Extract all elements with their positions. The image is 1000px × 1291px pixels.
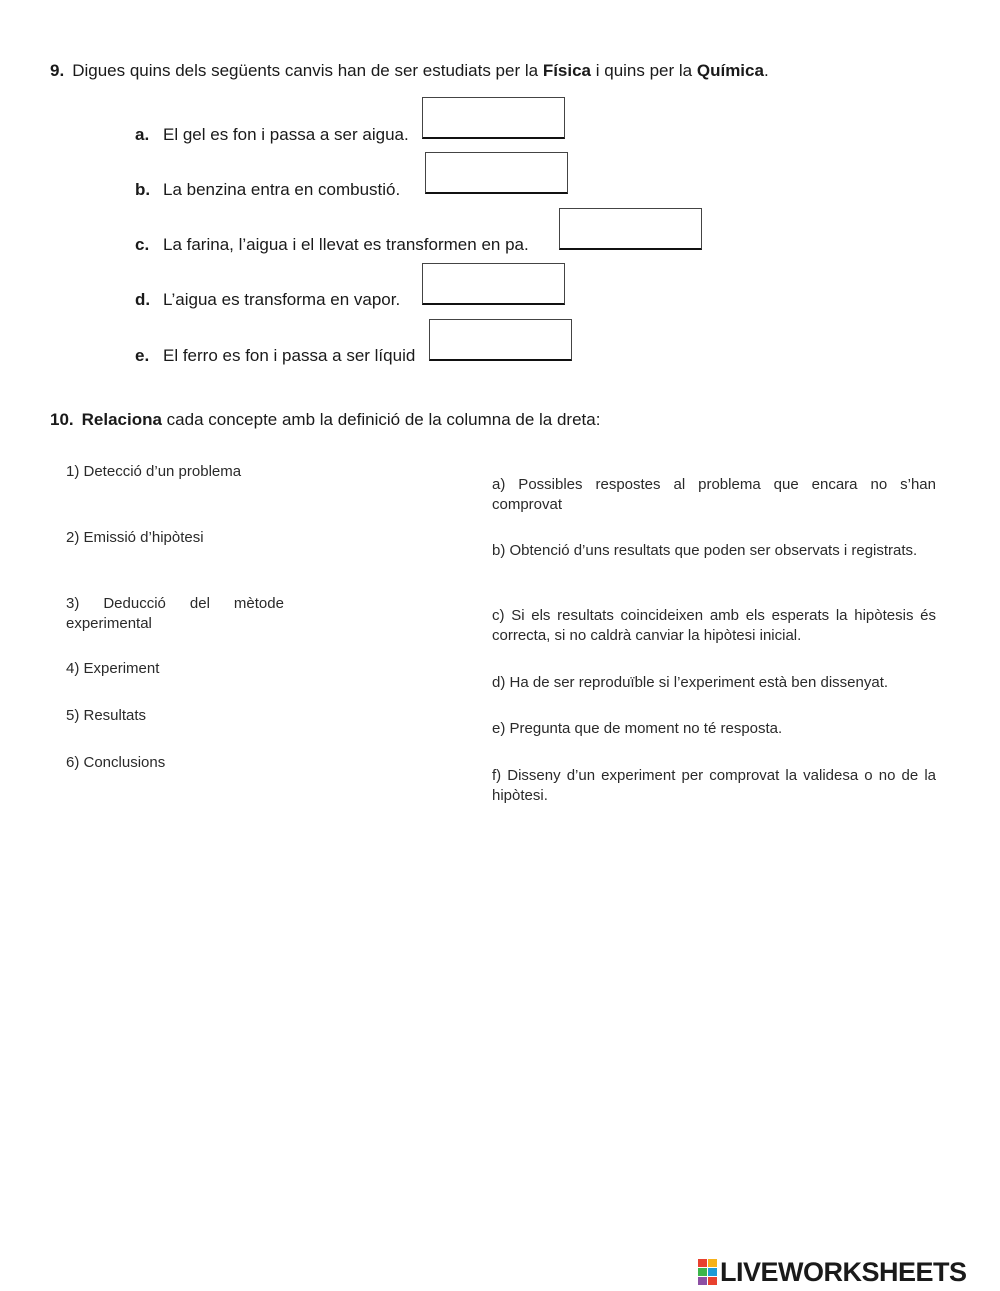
definition-b: b) Obtenció d’uns resultats que poden ser observats i registrats. — [492, 542, 918, 559]
concept-6: 6) Conclusions — [66, 754, 166, 771]
concept-5: 5) Resultats — [66, 707, 147, 724]
logo-square-4 — [708, 1268, 717, 1276]
answer-box-a[interactable] — [422, 97, 565, 139]
concept-2: 2) Emissió d’hipòtesi — [66, 529, 204, 546]
question-9-item-c: c. La farina, l’aigua i el llevat es transformen en pa. — [135, 235, 529, 254]
question-9-item-b: b. La benzina entra en combustió. — [135, 180, 401, 199]
question-10-title: 10. Relaciona cada concepte amb la definició de la columna de la dreta: — [50, 410, 601, 429]
logo-text: LIVEWORKSHEETS — [720, 1256, 967, 1287]
definition-a: a) Possibles respostes al problema que encara no s’han comprovat — [492, 476, 936, 513]
question-number: 9. — [50, 61, 65, 80]
definition-f: f) Disseny d’un experiment per comprovat la validesa o no de la hipòtesi. — [492, 767, 936, 804]
concept-1: 1) Detecció d’un problema — [66, 463, 242, 480]
question-9-item-e: e. El ferro es fon i passa a ser líquid — [135, 346, 416, 365]
definition-e: e) Pregunta que de moment no té resposta. — [492, 720, 783, 737]
logo-square-2 — [708, 1259, 717, 1267]
answer-box-d[interactable] — [422, 263, 565, 305]
logo-square-3 — [698, 1268, 707, 1276]
question-9-item-a: a. El gel es fon i passa a ser aigua. — [135, 125, 409, 144]
logo-square-5 — [698, 1277, 707, 1285]
definition-c: c) Si els resultats coincideixen amb els esperats la hipòtesis és correcta, si no caldrà canviar la hipòtesi inicial. — [492, 607, 936, 644]
concept-4: 4) Experiment — [66, 660, 160, 677]
question-9-item-d: d. L’aigua es transforma en vapor. — [135, 290, 401, 309]
question-9-title: 9. Digues quins dels següents canvis han de ser estudiats per la Física i quins per la Química. — [50, 61, 769, 80]
answer-box-e[interactable] — [429, 319, 572, 361]
logo-square-1 — [698, 1259, 707, 1267]
logo-square-6 — [708, 1277, 717, 1285]
answer-box-b[interactable] — [425, 152, 568, 194]
concept-3: 3) Deducció del mètode experimental — [66, 595, 284, 632]
answer-box-c[interactable] — [559, 208, 702, 250]
liveworksheets-logo-icon — [698, 1259, 717, 1285]
liveworksheets-logo — [698, 1257, 967, 1287]
definition-d: d) Ha de ser reproduïble si l’experiment està ben dissenyat. — [492, 674, 889, 691]
question-number: 10. — [50, 410, 74, 429]
